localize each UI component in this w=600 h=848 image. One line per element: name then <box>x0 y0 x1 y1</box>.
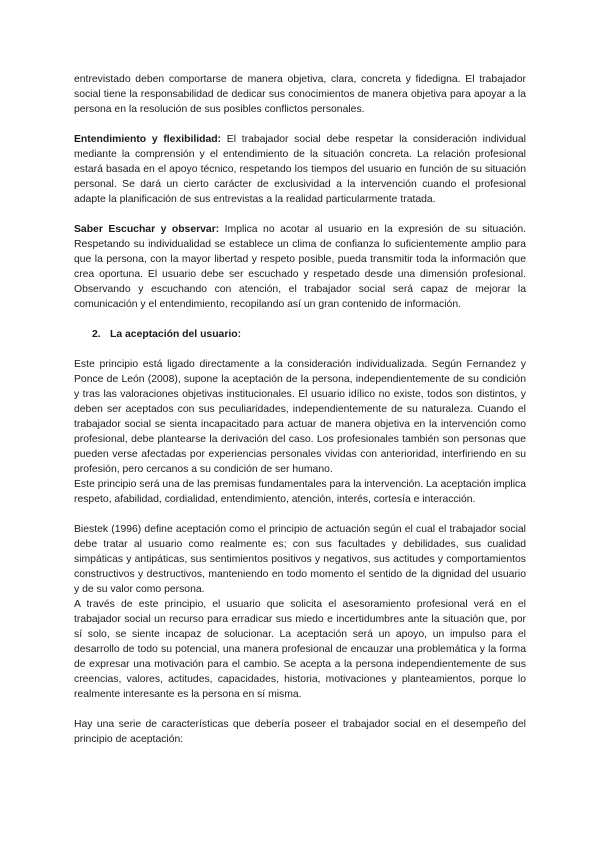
paragraph-5: Este principio será una de las premisas fundamentales para la intervención. La aceptación implica respeto, afabilidad, cordialidad, entendimiento, atención, interés, cortesía e interacción. <box>74 479 526 505</box>
term-saber-escuchar: Saber Escuchar y observar: <box>74 224 220 235</box>
text-entendimiento: El trabajador social debe respetar la consideración individual mediante la comprensión y el entendimiento de la situación concreta. La relación profesional estará basada en el apoyo técnico, respetando los tiempos del usuario en función de su situación personal. Se dará un cierto carácter de exclusividad a la intervención cuando el profesional adapte la planificación de sus entrevistas a la realidad particularmente tratada. <box>74 134 526 205</box>
paragraph-7: A través de este principio, el usuario que solicita el asesoramiento profesional verá en el trabajador social un recurso para erradicar sus miedo e incertidumbres ante la situación que, por sí solo, se siente incapaz de solucionar. La aceptación será un apoyo, un impulso para el desarrollo de todo su potencial, una manera profesional de encauzar una problemática y la forma de expresar una motivación para el cambio. Se acepta a la persona independientemente de sus creencias, valores, actitudes, capacidades, historia, motivaciones y planteamientos, porque lo realmente interesante es la persona en sí misma. <box>74 599 526 700</box>
paragraph-6: Biestek (1996) define aceptación como el principio de actuación según el cual el trabajador social debe tratar al usuario como realmente es; con sus facultades y debilidades, sus cualidad simpáticas y antipáticas, sus sentimientos positivos y negativos, sus actitudes y comportamientos constructivos y destructivos, manteniendo en todo momento el sentido de la dignidad del usuario y de su valor como persona. <box>74 524 526 595</box>
paragraph-entendimiento <box>74 132 526 207</box>
text-saber-escuchar: Implica no acotar al usuario en la expresión de su situación. Respetando su individualidad se establece un clima de confianza lo suficientemente amplio para que la persona, con la mayor libertad y respeto posible, pueda transmitir toda la información que crea oportuna. El usuario debe ser escuchado y respetado desde una dimensión profesional. Observando y escuchando con atención, el trabajador social será capaz de mejorar la comunicación y el entendimiento, recopilando así un gran contenido de información. <box>74 224 526 310</box>
term-entendimiento: Entendimiento y flexibilidad: <box>74 134 222 145</box>
document-page <box>74 72 526 747</box>
heading-text: La aceptación del usuario: <box>110 329 242 340</box>
paragraph-saber-escuchar <box>74 222 526 312</box>
heading-number: 2. <box>92 329 101 340</box>
paragraph-8: Hay una serie de características que debería poseer el trabajador social en el desempeño del principio de aceptación: <box>74 719 526 745</box>
paragraph-1: entrevistado deben comportarse de manera objetiva, clara, concreta y fidedigna. El trabajador social tiene la responsabilidad de dedicar sus conocimientos de manera objetiva para apoyar a la persona en la resolución de sus posibles conflictos personales. <box>74 74 526 115</box>
paragraph-4: Este principio está ligado directamente a la consideración individualizada. Según Fernandez y Ponce de León (2008), supone la aceptación de la persona, independientemente de su condición y tras las valoraciones objetivas institucionales. El usuario idílico no existe, todos son distintos, y deben ser aceptados con sus peculiaridades, independientemente de su naturaleza. Cuando el trabajador social se sienta incapacitado para actuar de manera objetiva en la intervención como profesional, debe plantearse la derivación del caso. Los profesionales también son personas que pueden verse afectadas por experiencias personales vividas con anterioridad, interfiriendo en su profesión, pero cercanos a su condición de ser humano. <box>74 359 526 475</box>
section-heading <box>74 327 526 342</box>
